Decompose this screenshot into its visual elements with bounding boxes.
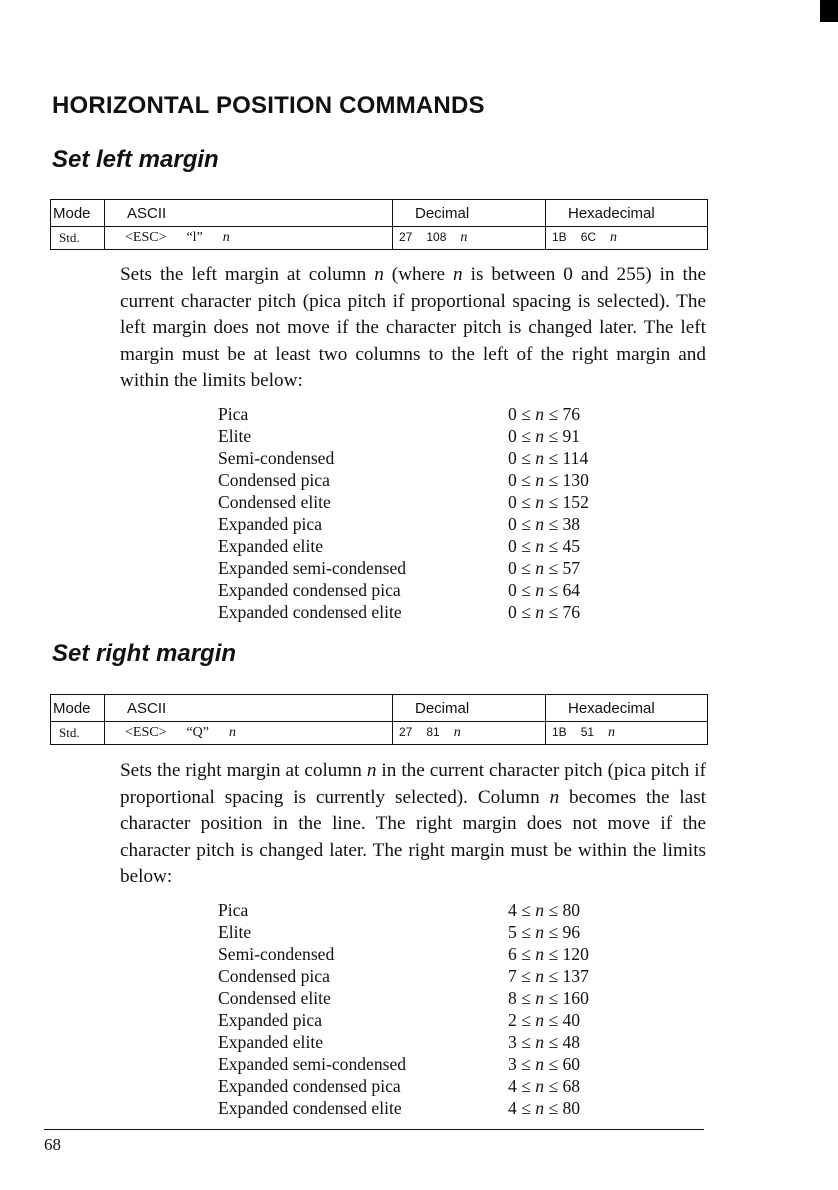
- dec-2: 108: [426, 230, 447, 244]
- ascii-header: ASCII: [105, 695, 393, 722]
- ascii-header: ASCII: [105, 200, 393, 227]
- list-item: Pica 4 ≤ n ≤ 80: [218, 900, 581, 920]
- hex-1: 1B: [552, 230, 567, 244]
- table-row: [51, 722, 708, 745]
- hex-header: Hexadecimal: [546, 200, 708, 227]
- list-item: Expanded condensed elite 4 ≤ n ≤ 80: [218, 1098, 581, 1118]
- left-margin-command-table: [50, 199, 708, 250]
- mode-header: Mode: [51, 200, 105, 227]
- hex-value: [546, 227, 708, 250]
- list-item: Expanded elite 3 ≤ n ≤ 48: [218, 1032, 581, 1052]
- hex-2: 6C: [580, 230, 597, 244]
- list-item: Expanded elite 0 ≤ n ≤ 45: [218, 536, 581, 556]
- ascii-char: “l”: [186, 230, 203, 245]
- decimal-value: [393, 722, 546, 745]
- dec-param: n: [453, 725, 461, 740]
- decimal-header: Decimal: [393, 200, 546, 227]
- dec-2: 81: [426, 725, 440, 739]
- hex-param: n: [610, 230, 618, 245]
- hex-value: [546, 722, 708, 745]
- decimal-value: [393, 227, 546, 250]
- list-item: Expanded condensed elite 0 ≤ n ≤ 76: [218, 602, 581, 622]
- right-margin-title: Set right margin: [52, 640, 237, 667]
- list-item: Condensed elite 8 ≤ n ≤ 160: [218, 988, 589, 1008]
- ascii-char: “Q”: [186, 725, 210, 740]
- list-item: Condensed elite 0 ≤ n ≤ 152: [218, 492, 589, 512]
- list-item: Elite 5 ≤ n ≤ 96: [218, 922, 581, 942]
- decimal-header: Decimal: [393, 695, 546, 722]
- mode-header: Mode: [51, 695, 105, 722]
- table-header-row: [51, 200, 708, 227]
- list-item: Semi-condensed 0 ≤ n ≤ 114: [218, 448, 589, 468]
- hex-2: 51: [580, 725, 595, 739]
- corner-tab-mark: [820, 0, 838, 22]
- ascii-param: n: [222, 230, 230, 245]
- mode-value: Std.: [51, 227, 105, 250]
- ascii-esc: <ESC>: [125, 230, 167, 245]
- list-item: Condensed pica 0 ≤ n ≤ 130: [218, 470, 589, 490]
- hex-header: Hexadecimal: [546, 695, 708, 722]
- right-margin-description: Sets the right margin at column n in the current character pitch (pica pitch if proportional spacing is currently selected). Column n becomes the last character position in the line. The right margin does not move if the character pitch is changed later. The right margin must be within the limits below:: [120, 760, 707, 887]
- list-item: Expanded condensed pica 0 ≤ n ≤ 64: [218, 580, 581, 600]
- table-row: [51, 227, 708, 250]
- list-item: Expanded pica 0 ≤ n ≤ 38: [218, 514, 581, 534]
- list-item: Semi-condensed 6 ≤ n ≤ 120: [218, 944, 589, 964]
- dec-param: n: [460, 230, 468, 245]
- footer-rule: [44, 1129, 704, 1130]
- list-item: Condensed pica 7 ≤ n ≤ 137: [218, 966, 589, 986]
- dec-1: 27: [399, 230, 413, 244]
- dec-1: 27: [399, 725, 413, 739]
- left-margin-description: Sets the left margin at column n (where n is between 0 and 255) in the current character pitch (pica pitch if proportional spacing is selected). The left margin does not move if the character pitch is changed later. The left margin must be at least two columns to the left of the right margin and within the limits below:: [120, 264, 706, 391]
- left-margin-limits: [218, 403, 638, 623]
- mode-value: Std.: [51, 722, 105, 745]
- list-item: Expanded condensed pica 4 ≤ n ≤ 68: [218, 1076, 581, 1096]
- hex-1: 1B: [552, 725, 567, 739]
- list-item: Pica 0 ≤ n ≤ 76: [218, 404, 581, 424]
- ascii-value: [105, 227, 393, 250]
- page-number: 68: [44, 1135, 61, 1154]
- left-margin-title: Set left margin: [52, 146, 219, 173]
- right-margin-command-table: [50, 694, 708, 745]
- hex-param: n: [608, 725, 616, 740]
- list-item: Expanded semi-condensed 3 ≤ n ≤ 60: [218, 1054, 581, 1074]
- ascii-param: n: [229, 725, 237, 740]
- table-header-row: [51, 695, 708, 722]
- list-item: Elite 0 ≤ n ≤ 91: [218, 426, 581, 446]
- right-margin-limits: [218, 899, 638, 1119]
- section-heading: HORIZONTAL POSITION COMMANDS: [52, 92, 485, 119]
- ascii-value: [105, 722, 393, 745]
- ascii-esc: <ESC>: [125, 725, 167, 740]
- list-item: Expanded pica 2 ≤ n ≤ 40: [218, 1010, 581, 1030]
- list-item: Expanded semi-condensed 0 ≤ n ≤ 57: [218, 558, 581, 578]
